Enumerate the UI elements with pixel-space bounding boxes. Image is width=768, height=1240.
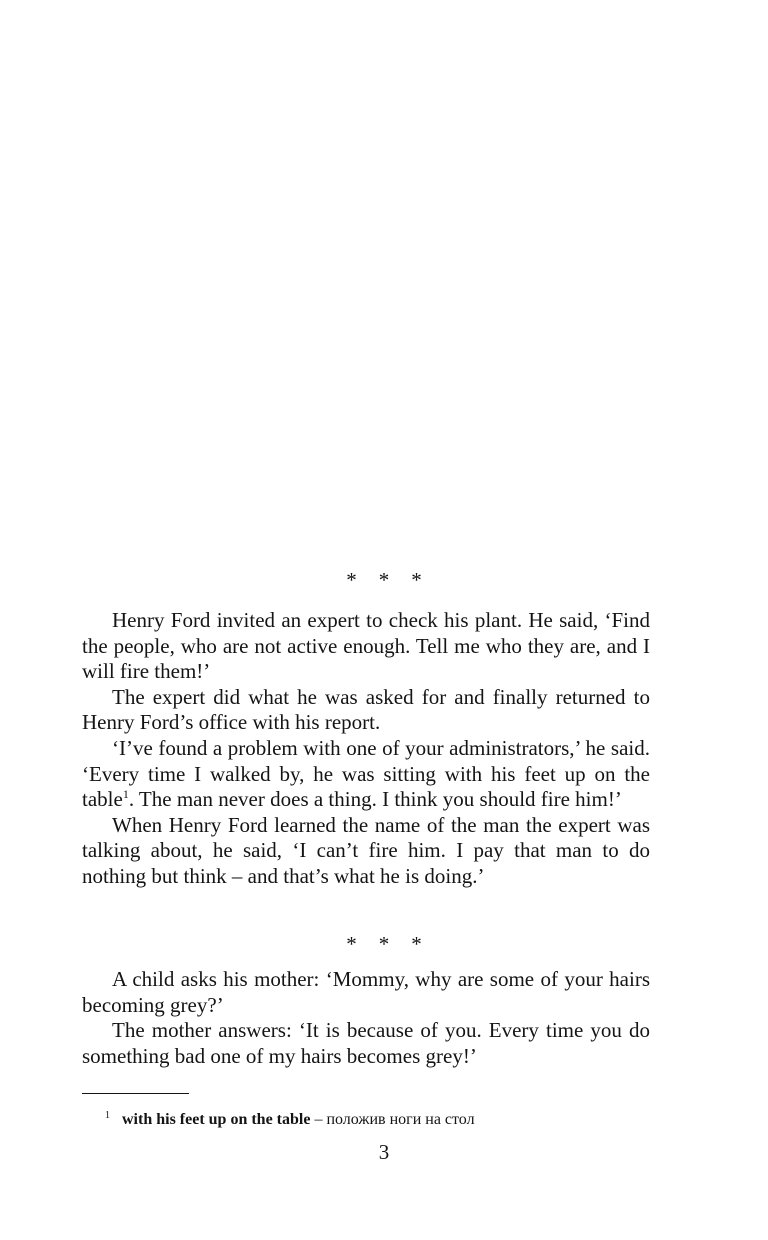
footnote-reference[interactable]: 1 (122, 787, 129, 802)
footnote-rule (82, 1093, 189, 1094)
paragraph-text: . The man never does a thing. I think you should fire him!’ (128, 787, 622, 812)
footnote-phrase: with his feet up on the table (122, 1111, 311, 1128)
page-number: 3 (378, 1140, 390, 1164)
footnote-translation: – положив ноги на стол (310, 1111, 475, 1128)
paragraph-text: ‘I’ve found a problem with one of your administrators,’ he said. ‘Every time I walked by, he was sitting with his feet up on the table (82, 735, 650, 812)
section-divider-1: *** (346, 568, 444, 592)
story-1 (82, 608, 650, 890)
paragraph: A child asks his mother: ‘Mommy, why are some of your hairs becoming grey?’ (82, 967, 650, 1017)
story-2 (82, 967, 650, 1069)
paragraph: The expert did what he was asked for and finally returned to Henry Ford’s office with his report. (82, 684, 650, 735)
paragraph: Henry Ford invited an expert to check his plant. He said, ‘Find the people, who are not active enough. Tell me who they are, and I will fire them!’ (82, 608, 650, 684)
section-divider-2: *** (346, 932, 444, 956)
paragraph: When Henry Ford learned the name of the man the expert was talking about, he said, ‘I can’t fire him. I pay that man to do nothing but think – and that’s what he is doing.’ (82, 812, 650, 888)
paragraph: The mother answers: ‘It is because of you. Every time you do something bad one of my hairs becomes grey!’ (82, 1018, 650, 1068)
footnote (105, 1106, 475, 1130)
footnote-number: 1 (105, 1110, 110, 1121)
paragraph (82, 736, 650, 813)
